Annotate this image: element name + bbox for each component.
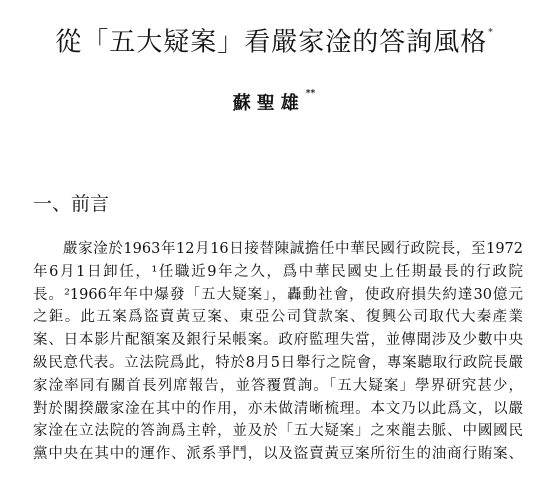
author-footnote-mark: **	[305, 89, 316, 99]
paragraph-line: 之鉅。此五案爲盜賣黃豆案、東亞公司貸款案、復興公司取代大秦產業	[33, 309, 523, 326]
section-heading: 一、前言	[33, 193, 110, 215]
paper-title	[0, 22, 548, 60]
title-footnote-mark: *	[488, 28, 493, 38]
author-name	[0, 88, 548, 116]
paragraph-line: 黨中央在其中的運作、派系爭鬥，以及盜賣黃豆案所衍生的油商行賄案、	[33, 446, 523, 463]
paragraph-line: 案、日本影片配額案及銀行呆帳案。政府監理失當，並傳聞涉及少數中央	[33, 332, 523, 349]
paragraph-line: 家淦在立法院的答詢爲主幹，並及於「五大疑案」之來龍去脈、中國國民	[33, 423, 523, 440]
paragraph-line: 對於閣揆嚴家淦在其中的作用，亦未做清晰梳理。本文乃以此爲文，以嚴	[33, 400, 523, 417]
body-paragraph	[33, 238, 523, 466]
paragraph-line: 年6月1日卸任，¹任職近9年之久，爲中華民國史上任期最長的行政院	[33, 263, 523, 280]
paragraph-line: 級民意代表。立法院爲此，特於8月5日舉行之院會，專案聽取行政院長嚴	[33, 354, 523, 371]
paper-title-text: 從「五大疑案」看嚴家淦的答詢風格	[55, 27, 488, 58]
paragraph-line: 家淦率同有關首長列席報告，並答覆質詢。「五大疑案」學界研究甚少，	[33, 377, 523, 394]
paragraph-line: 嚴家淦於1963年12月16日接替陳誠擔任中華民國行政院長，至1972	[63, 241, 523, 257]
author-name-text: 蘇聖雄	[232, 93, 305, 114]
paragraph-line: 長。²1966年年中爆發「五大疑案」，轟動社會，使政府損失約達30億元	[33, 286, 523, 303]
